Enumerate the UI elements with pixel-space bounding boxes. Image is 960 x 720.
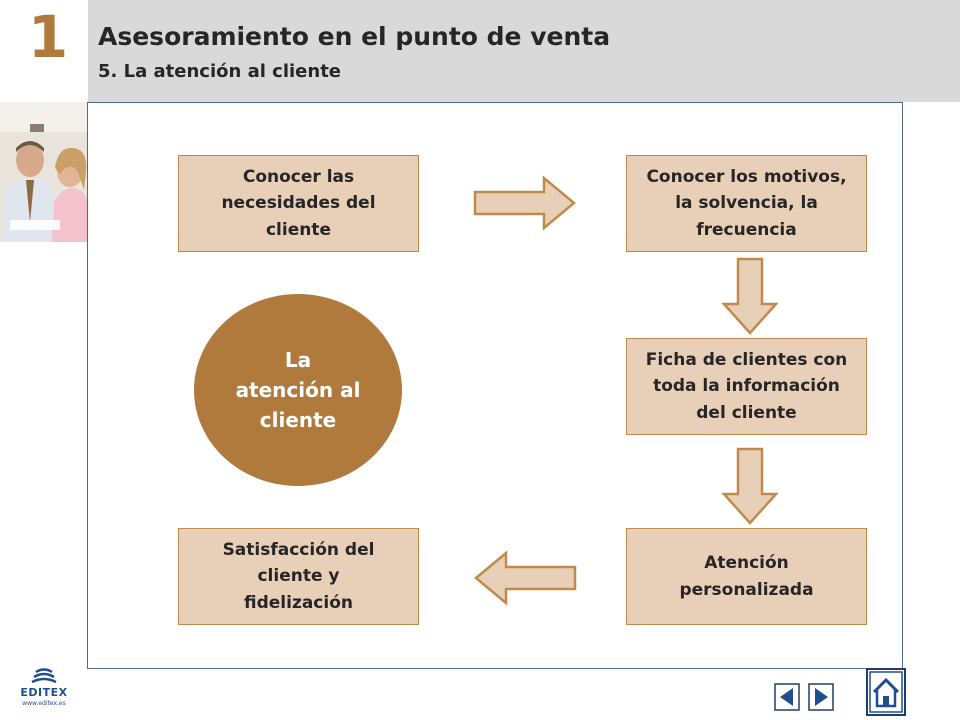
step-needs: Conocer las necesidades del cliente <box>178 155 419 252</box>
step-satisfaction: Satisfacción del cliente y fidelización <box>178 528 419 625</box>
arrow-right-icon <box>472 175 578 231</box>
logo-text: EDITEX <box>20 686 68 699</box>
logo-url: www.editex.es <box>22 700 66 707</box>
step-personal-attention: Atención personalizada <box>626 528 867 625</box>
home-icon[interactable] <box>866 668 906 716</box>
editex-logo-icon <box>14 668 74 686</box>
page-subtitle: 5. La atención al cliente <box>98 61 341 82</box>
page-title: Asesoramiento en el punto de venta <box>98 22 611 51</box>
arrow-down-icon <box>721 256 779 336</box>
prev-arrow-icon[interactable] <box>774 683 800 711</box>
customer-photo <box>0 102 88 242</box>
chapter-number: 1 <box>27 3 69 71</box>
editex-logo <box>14 668 74 712</box>
arrow-down-icon-2 <box>721 446 779 526</box>
arrow-left-icon <box>472 550 578 606</box>
step-motives: Conocer los motivos, la solvencia, la frecuencia <box>626 155 867 252</box>
step-customer-file: Ficha de clientes con toda la información del cliente <box>626 338 867 435</box>
next-arrow-icon[interactable] <box>808 683 834 711</box>
header-bar <box>88 0 960 102</box>
center-ellipse: La atención al cliente <box>194 294 402 486</box>
